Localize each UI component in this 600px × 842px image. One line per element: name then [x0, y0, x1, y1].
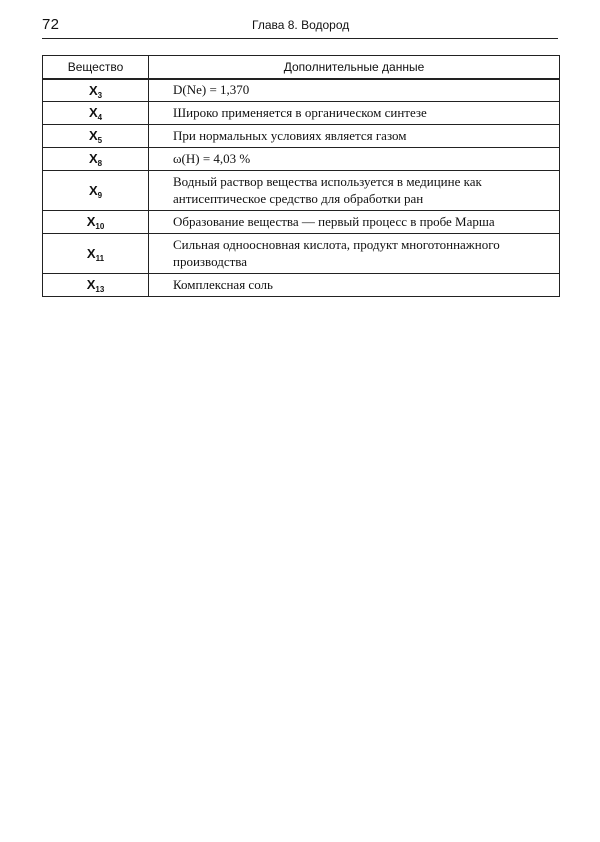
table-row [43, 147, 560, 170]
data-cell: Водный раствор вещества используется в медицине как антисептическое средство для обработки ран [149, 170, 560, 210]
data-cell: При нормальных условиях является газом [149, 124, 560, 147]
substance-subscript: 10 [95, 222, 105, 231]
substance-symbol: X [88, 82, 98, 98]
substance-subscript: 4 [97, 113, 103, 122]
data-cell: ω(H) = 4,03 % [149, 147, 560, 170]
table-row [43, 101, 560, 124]
column-header-substance: Вещество [43, 56, 149, 80]
data-cell: Сильная одноосновная кислота, продукт многотоннажного производства [149, 233, 560, 273]
substance-symbol: X [86, 214, 96, 229]
substance-subscript: 8 [97, 159, 103, 168]
substance-cell [43, 124, 149, 147]
substance-data-table [42, 55, 560, 297]
substance-symbol: X [88, 105, 98, 120]
substance-subscript: 3 [97, 90, 103, 100]
table-row [43, 233, 560, 273]
data-cell: Комплексная соль [149, 273, 560, 296]
substance-symbol: X [88, 182, 98, 198]
page-header [42, 14, 558, 39]
substance-cell [43, 147, 149, 170]
substance-cell [43, 273, 149, 296]
substance-symbol: X [88, 151, 98, 166]
table-row [43, 79, 560, 101]
table-row [43, 273, 560, 296]
substance-cell [43, 210, 149, 233]
data-cell: D(Ne) = 1,370 [149, 79, 560, 101]
table-row [43, 170, 560, 210]
substance-subscript: 9 [97, 190, 103, 200]
table-row [43, 124, 560, 147]
substance-cell [43, 101, 149, 124]
page-number: 72 [42, 16, 60, 33]
table-header-row [43, 56, 560, 80]
data-cell: Широко применяется в органическом синтезе [149, 101, 560, 124]
substance-symbol: X [86, 277, 96, 292]
table-row [43, 210, 560, 233]
substance-symbol: X [86, 245, 96, 261]
column-header-additional-data: Дополнительные данные [149, 56, 560, 80]
substance-symbol: X [88, 128, 98, 143]
substance-subscript: 11 [95, 253, 105, 263]
running-title: Глава 8. Водород [252, 18, 350, 32]
substance-cell [43, 233, 149, 273]
substance-subscript: 5 [97, 136, 103, 145]
substance-cell [43, 170, 149, 210]
data-cell: Образование вещества — первый процесс в пробе Марша [149, 210, 560, 233]
substance-subscript: 13 [95, 285, 105, 294]
substance-cell [43, 79, 149, 101]
